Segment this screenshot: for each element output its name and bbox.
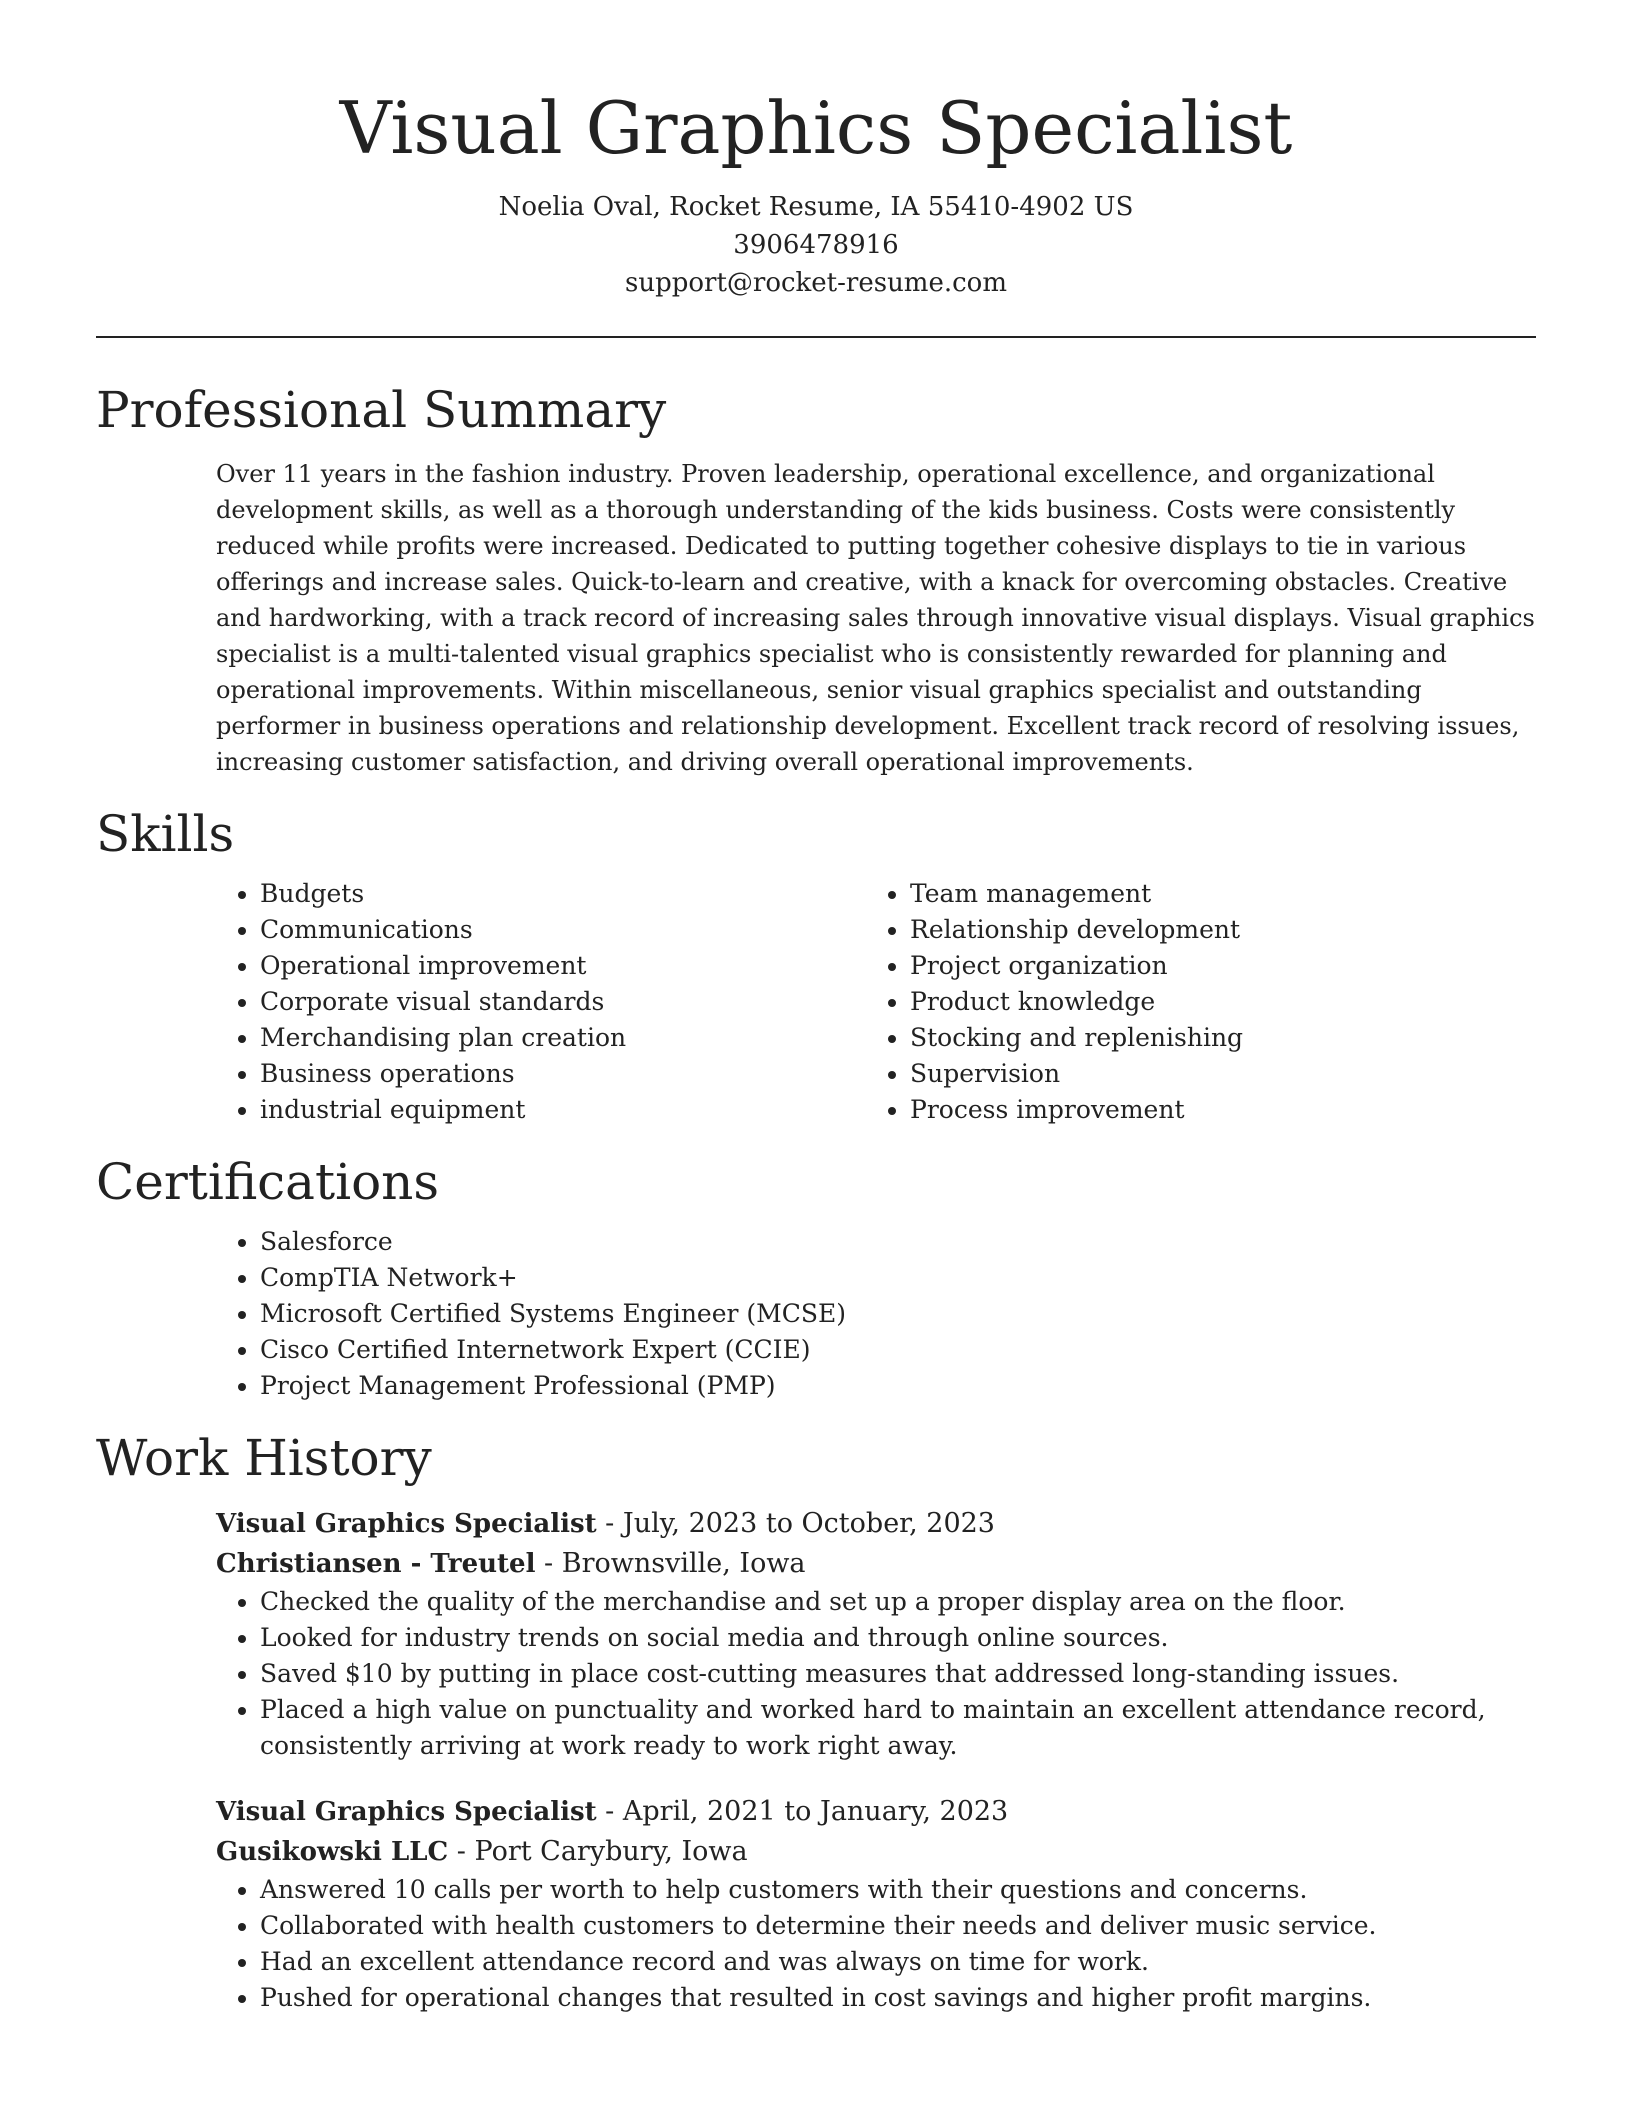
job-location: - Port Carybury, Iowa xyxy=(448,1836,748,1867)
resume-title: Visual Graphics Specialist xyxy=(339,86,1293,170)
certification-item: • Project Management Professional (PMP) xyxy=(260,1368,1632,1404)
job-company: Gusikowski LLC xyxy=(216,1837,449,1867)
skills-section xyxy=(0,802,1632,1128)
summary-text: Over 11 years in the fashion industry. Proven leadership, operational excellence, and organizational development skills, as well as a thorough understanding of the kids business. Costs were consistently reduced while profits were increased. Dedicated to putting together cohesive displays to tie in various offerings and increase sales. Quick-to-learn and creative, with a knack for overcoming obstacles. Creative and hardworking, with a track record of increasing sales through innovative visual displays. Visual graphics specialist is a multi-talented visual graphics specialist who is consistently rewarded for planning and operational improvements. Within miscellaneous, senior visual graphics specialist and outstanding performer in business operations and relationship development. Excellent track record of resolving issues, increasing customer satisfaction, and driving overall operational improvements. xyxy=(216,460,1535,776)
skills-column-left xyxy=(216,876,866,1128)
job-duty: • Answered 10 calls per worth to help customers with their questions and concerns. xyxy=(260,1872,1536,1908)
job-title: Visual Graphics Specialist xyxy=(216,1797,597,1827)
job-entry xyxy=(216,1792,1536,2016)
skill-item: • Corporate visual standards xyxy=(260,984,866,1020)
skill-item: • Product knowledge xyxy=(910,984,1516,1020)
skills-list-left xyxy=(216,876,866,1128)
skill-item: • industrial equipment xyxy=(260,1092,866,1128)
skill-item: • Relationship development xyxy=(910,912,1516,948)
summary-section xyxy=(0,378,1632,780)
job-title-line xyxy=(216,1504,1536,1544)
job-title: Visual Graphics Specialist xyxy=(216,1509,597,1539)
work-history-section xyxy=(0,1426,1632,2016)
job-company-line xyxy=(216,1832,1536,1872)
skill-item: • Operational improvement xyxy=(260,948,866,984)
certifications-section xyxy=(0,1150,1632,1404)
work-history-heading: Work History xyxy=(96,1429,432,1487)
job-duty: • Saved $10 by putting in place cost-cutting measures that addressed long-standing issues. xyxy=(260,1656,1536,1692)
certification-item: • Salesforce xyxy=(260,1224,1632,1260)
job-company: Christiansen - Treutel xyxy=(216,1549,536,1579)
certification-item: • CompTIA Network+ xyxy=(260,1260,1632,1296)
skill-item: • Supervision xyxy=(910,1056,1516,1092)
job-duties-list xyxy=(216,1584,1536,1764)
job-duty: • Had an excellent attendance record and was always on time for work. xyxy=(260,1944,1536,1980)
contact-email: support@rocket-resume.com xyxy=(624,268,1007,298)
job-duty: • Collaborated with health customers to determine their needs and deliver music service. xyxy=(260,1908,1536,1944)
job-duties-list xyxy=(216,1872,1536,2016)
job-duty: • Checked the quality of the merchandise and set up a proper display area on the floor. xyxy=(260,1584,1536,1620)
contact-phone: 3906478916 xyxy=(733,230,899,260)
certification-item: • Microsoft Certified Systems Engineer (MCSE) xyxy=(260,1296,1632,1332)
job-duty: • Pushed for operational changes that resulted in cost savings and higher profit margins. xyxy=(260,1980,1536,2016)
job-dates: - July, 2023 to October, 2023 xyxy=(596,1508,995,1539)
job-duty: • Placed a high value on punctuality and worked hard to maintain an excellent attendance record, consistently arriving at work ready to work right away. xyxy=(260,1692,1536,1764)
skill-item: • Merchandising plan creation xyxy=(260,1020,866,1056)
skill-item: • Process improvement xyxy=(910,1092,1516,1128)
contact-address: Noelia Oval, Rocket Resume, IA 55410-4902 US xyxy=(498,192,1134,222)
skill-item: • Stocking and replenishing xyxy=(910,1020,1516,1056)
skill-item: • Budgets xyxy=(260,876,866,912)
resume-header xyxy=(0,0,1632,302)
header-divider xyxy=(96,336,1536,338)
summary-heading: Professional Summary xyxy=(96,381,667,439)
skill-item: • Project organization xyxy=(910,948,1516,984)
skills-heading: Skills xyxy=(96,805,235,863)
certifications-list-wrapper xyxy=(216,1224,1632,1404)
job-title-line xyxy=(216,1792,1536,1832)
skill-item: • Communications xyxy=(260,912,866,948)
job-location: - Brownsville, Iowa xyxy=(535,1548,806,1579)
job-dates: - April, 2021 to January, 2023 xyxy=(596,1796,1009,1827)
certification-item: • Cisco Certified Internetwork Expert (CCIE) xyxy=(260,1332,1632,1368)
job-duty: • Looked for industry trends on social media and through online sources. xyxy=(260,1620,1536,1656)
job-company-line xyxy=(216,1544,1536,1584)
skills-column-right xyxy=(866,876,1516,1128)
job-entry xyxy=(216,1504,1536,1764)
skills-columns xyxy=(216,876,1536,1128)
certifications-list xyxy=(216,1224,1632,1404)
skill-item: • Business operations xyxy=(260,1056,866,1092)
skills-list-right xyxy=(866,876,1516,1128)
skill-item: • Team management xyxy=(910,876,1516,912)
certifications-heading: Certifications xyxy=(96,1153,440,1211)
